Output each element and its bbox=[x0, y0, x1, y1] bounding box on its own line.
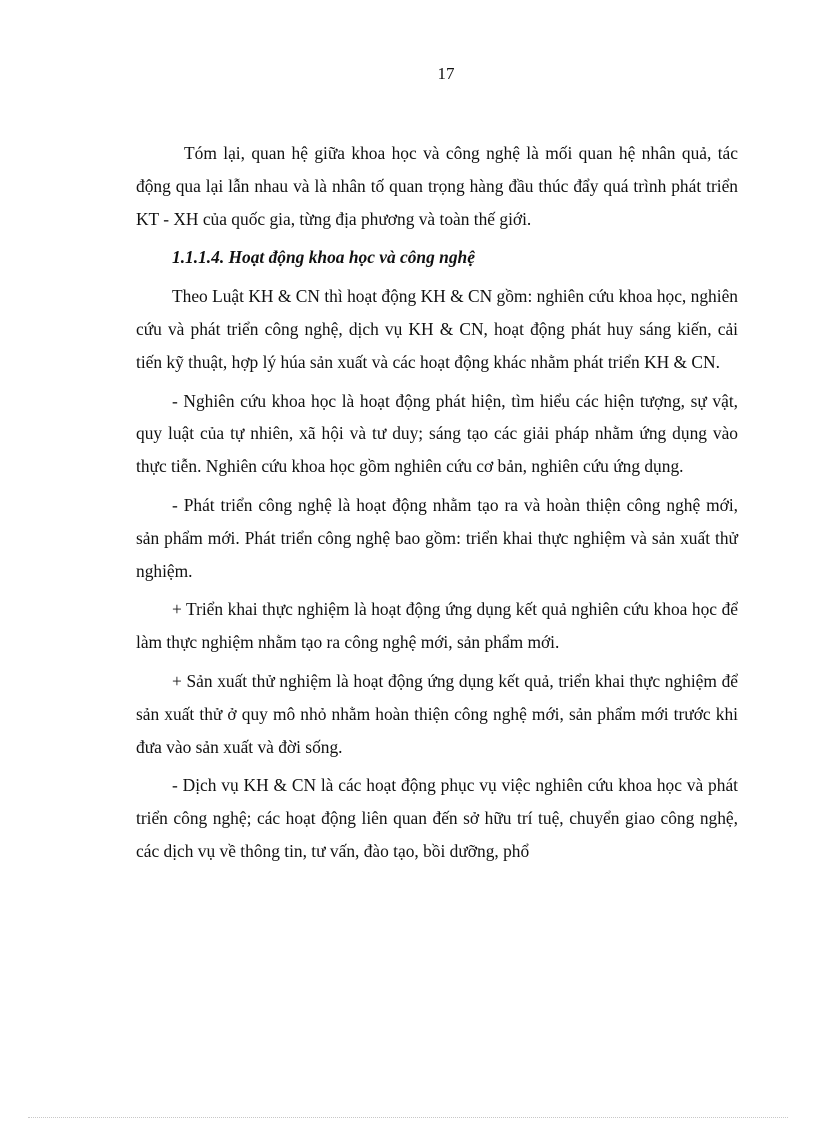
paragraph-st-services: - Dịch vụ KH & CN là các hoạt động phục vụ việc nghiên cứu khoa học và phát triển công nghệ; các hoạt động liên quan đến sở hữu trí tuệ, chuyển giao công nghệ, các dịch vụ về thông tin, tư vấn, đào tạo, bồi dưỡng, phổ bbox=[136, 775, 738, 861]
page-bottom-divider bbox=[28, 1117, 788, 1118]
paragraph-law-definition: Theo Luật KH & CN thì hoạt động KH & CN gồm: nghiên cứu khoa học, nghiên cứu và phát triển công nghệ, dịch vụ KH & CN, hoạt động phát huy sáng kiến, cải tiến kỹ thuật, hợp lý húa sản xuất và các hoạt động khác nhằm phát triển KH & CN. bbox=[136, 286, 738, 372]
page-number: 17 bbox=[437, 64, 455, 83]
section-heading: 1.1.1.4. Hoạt động khoa học và công nghệ bbox=[172, 247, 475, 268]
paragraph-trial-production: + Sản xuất thử nghiệm là hoạt động ứng dụng kết quả, triển khai thực nghiệm để sản xuất thử ở quy mô nhỏ nhằm hoàn thiện công nghệ mới, sản phẩm mới trước khi đưa vào sản xuất và đời sống. bbox=[136, 670, 738, 757]
paragraph-summary: Tóm lại, quan hệ giữa khoa học và công nghệ là mối quan hệ nhân quả, tác động qua lại lẫn nhau và là nhân tố quan trọng hàng đầu thúc đẩy quá trình phát triển KT - XH của quốc gia, từng địa phương và toàn thế giới. bbox=[136, 143, 738, 229]
document-body bbox=[136, 137, 738, 874]
paragraph-experimental-deployment: + Triển khai thực nghiệm là hoạt động ứng dụng kết quả nghiên cứu khoa học để làm thực nghiệm nhằm tạo ra công nghệ mới, sản phẩm mới. bbox=[136, 599, 738, 653]
paragraph-scientific-research: - Nghiên cứu khoa học là hoạt động phát hiện, tìm hiểu các hiện tượng, sự vật, quy luật của tự nhiên, xã hội và tư duy; sáng tạo các giải pháp nhằm ứng dụng vào thực tiễn. Nghiên cứu khoa học gồm nghiên cứu cơ bản, nghiên cứu ứng dụng. bbox=[136, 390, 738, 477]
paragraph-technology-development: - Phát triển công nghệ là hoạt động nhằm tạo ra và hoàn thiện công nghệ mới, sản phẩm mới. Phát triển công nghệ bao gồm: triển khai thực nghiệm và sản xuất thử nghiệm. bbox=[136, 494, 738, 581]
